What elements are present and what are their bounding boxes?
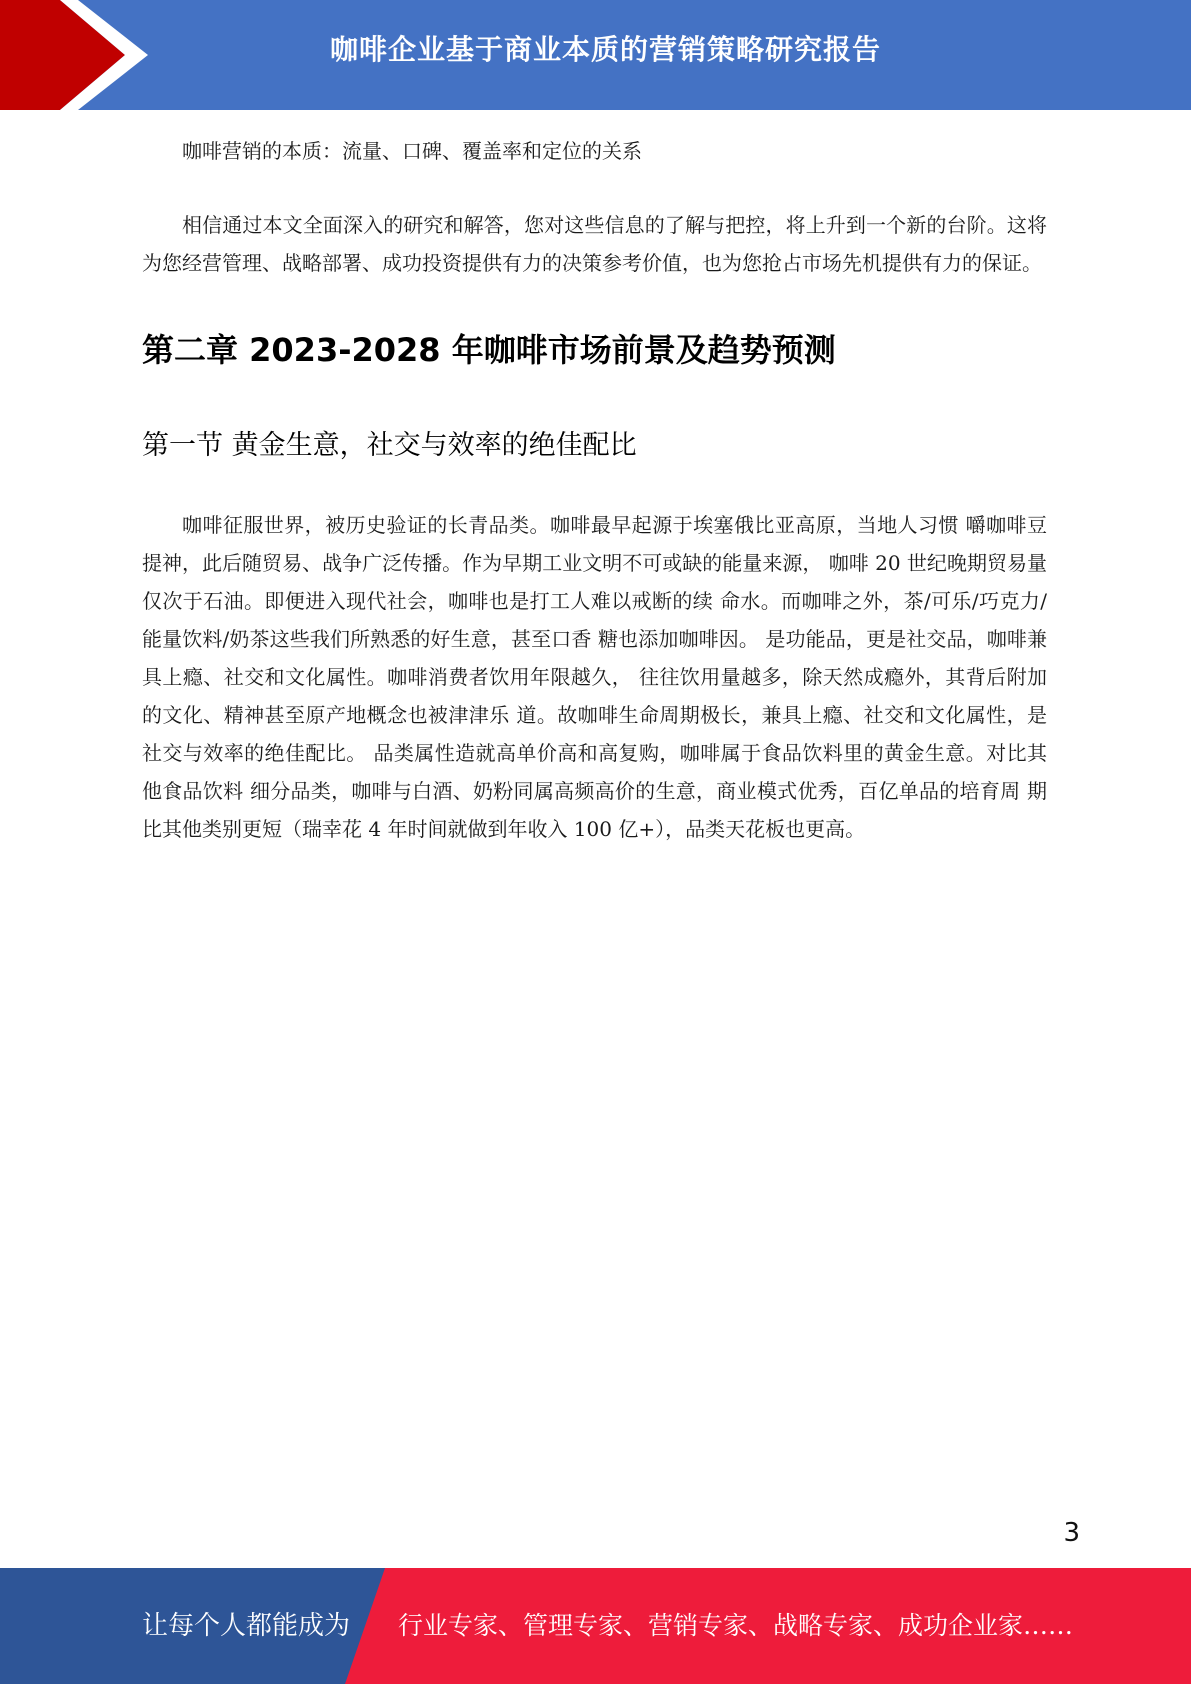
footer-slogan-left: 让每个人都能成为: [142, 1611, 351, 1641]
intro-line: 咖啡营销的本质：流量、口碑、覆盖率和定位的关系: [182, 139, 642, 163]
chapter-heading: 第二章 2023-2028 年咖啡市场前景及趋势预测: [142, 331, 836, 369]
intro-paragraph: 相信通过本文全面深入的研究和解答，您对这些信息的了解与把控，将上升到一个新的台阶。这将为您经营管理、战略部署、成功投资提供有力的决策参考价值，也为您抢占市场先机提供有力的保证。: [142, 213, 1047, 275]
footer-banner: [0, 1568, 1191, 1684]
page-content: [142, 132, 1047, 848]
page-number: 3: [1063, 1518, 1080, 1548]
header-bar: [0, 0, 1191, 110]
section-heading: 第一节 黄金生意，社交与效率的绝佳配比: [142, 430, 637, 461]
document-title: 咖啡企业基于商业本质的营销策略研究报告: [329, 33, 881, 66]
body-paragraph: 咖啡征服世界，被历史验证的长青品类。咖啡最早起源于埃塞俄比亚高原，当地人习惯 嚼咖啡豆提神，此后随贸易、战争广泛传播。作为早期工业文明不可或缺的能量来源， 咖啡 20 世纪晚期贸易量仅次于石油。即便进入现代社会，咖啡也是打工人难以戒断的续 命水。而咖啡之外，茶/可乐/巧克力/能量饮料/奶茶这些我们所熟悉的好生意，甚至口香 糖也添加咖啡因。 是功能品，更是社交品，咖啡兼具上瘾、社交和文化属性。咖啡消费者饮用年限越久， 往往饮用量越多，除天然成瘾外，其背后附加的文化、精神甚至原产地概念也被津津乐 道。故咖啡生命周期极长，兼具上瘾、社交和文化属性，是社交与效率的绝佳配比。 品类属性造就高单价高和高复购，咖啡属于食品饮料里的黄金生意。对比其他食品饮料 细分品类，咖啡与白酒、奶粉同属高频高价的生意，商业模式优秀，百亿单品的培育周 期比其他类别更短（瑞幸花 4 年时间就做到年收入 100 亿+），品类天花板也更高。: [142, 513, 1047, 841]
footer-slogan-right: 行业专家、管理专家、营销专家、战略专家、成功企业家……: [398, 1611, 1074, 1640]
